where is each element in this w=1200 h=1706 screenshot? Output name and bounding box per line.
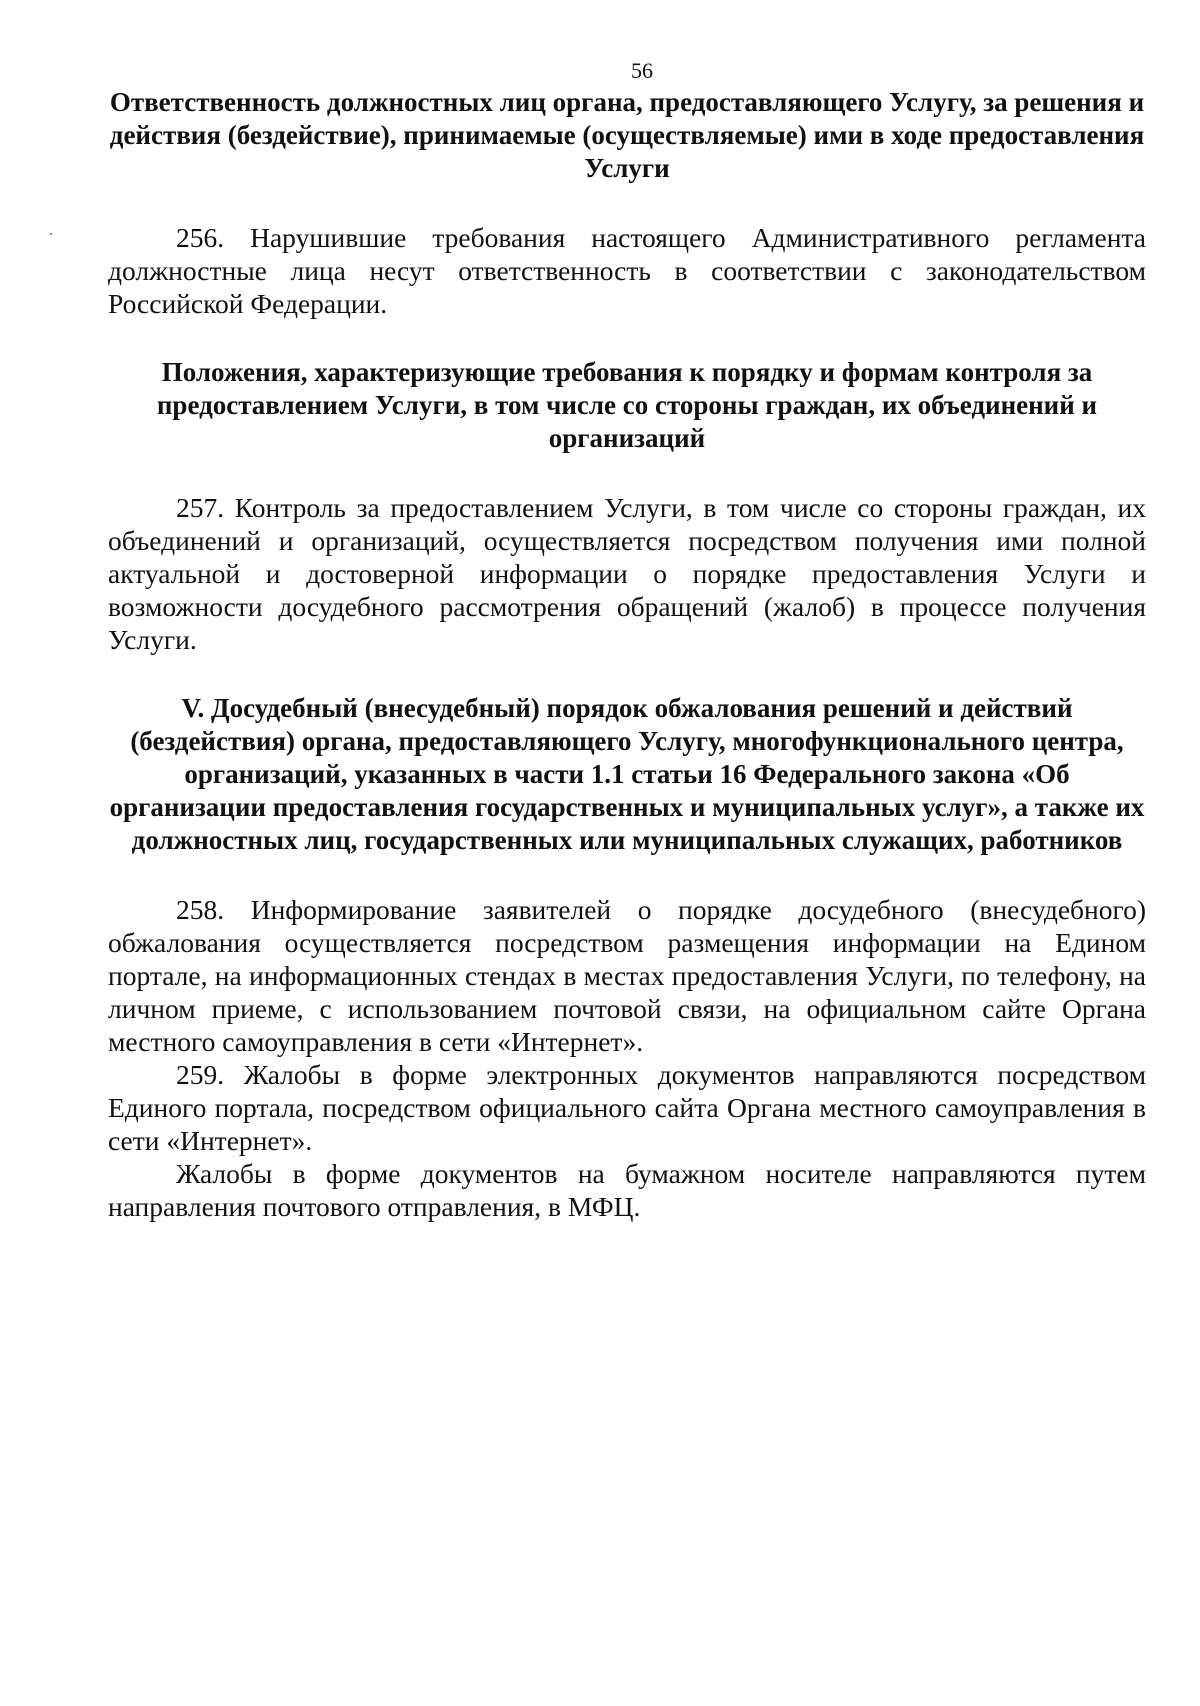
paragraph-259: 259. Жалобы в форме электронных документов направляются посредством Единого портала, посредством официального сайта Органа местного самоуправления в сети «Интернет». bbox=[108, 1059, 1146, 1156]
heading-responsibility: Ответственность должностных лиц органа, предоставляющего Услугу, за решения и действия (бездействие), принимаемые (осуществляемые) ими в ходе предоставления Услуги bbox=[109, 87, 1145, 183]
paragraph-257: 257. Контроль за предоставлением Услуги, в том числе со стороны граждан, их объединений и организаций, осуществляется посредством получения ими полной актуальной и достоверной информации о порядке предоставления Услуги и возможности досудебного рассмотрения обращений (жалоб) в процессе получения Услуги. bbox=[108, 492, 1146, 655]
scan-artifact-dot bbox=[50, 233, 52, 235]
paragraph-259-continued: Жалобы в форме документов на бумажном носителе направляются путем направления почтового отправления, в МФЦ. bbox=[108, 1158, 1146, 1222]
paragraph-256: 256. Нарушившие требования настоящего Административного регламента должностные лица несут ответственность в соответствии с законодательством Российской Федерации. bbox=[108, 222, 1146, 319]
heading-control: Положения, характеризующие требования к порядку и формам контроля за предоставлением Услуги, в том числе со стороны граждан, их объединений и организаций bbox=[156, 357, 1098, 453]
paragraph-258: 258. Информирование заявителей о порядке досудебного (внесудебного) обжалования осуществляется посредством размещения информации на Едином портале, на информационных стендах в местах предоставления Услуги, по телефону, на личном приеме, с использованием почтовой связи, на официальном сайте Органа местного самоуправления в сети «Интернет». bbox=[108, 894, 1146, 1057]
heading-section-v: V. Досудебный (внесудебный) порядок обжалования решений и действий (бездействия) органа, предоставляющего Услугу, многофункционального центра, организаций, указанных в части 1.1 статьи 16 Федерального закона «Об организации предоставления государственных и муниципальных услуг», а также их должностных лиц, государственных или муниципальных служащих, работников bbox=[109, 693, 1145, 855]
page-number: 56 bbox=[631, 58, 653, 83]
document-page bbox=[108, 58, 1146, 1223]
